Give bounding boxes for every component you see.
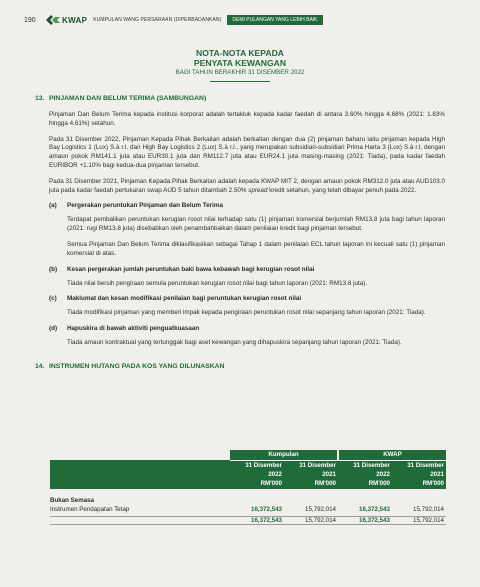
- debt-instruments-table: [50, 450, 446, 525]
- subsection-b-title: Kesan pergerakan jumlah peruntukan baki bawa kebawah bagi kerugian rosot nilai: [67, 265, 315, 273]
- page-header: [24, 13, 464, 27]
- subsection-a-letter: (a): [49, 202, 57, 210]
- title-divider: [210, 81, 270, 82]
- note-13-paragraph-1: Pinjaman Dan Belum Terima kepada institusi korporat adalah tertakluk kepada kadar faedah di antara 3.60% hingga 4.68% (2021: 1.83% hingga 4.61%) setahun.: [49, 111, 445, 127]
- cell-value: 16,372,543: [359, 506, 390, 513]
- subsection-d-paragraph: Tiada amaun kontraktual yang tertunggak bagi aset kewangan yang dihapuskira sepanjang tahun laporan (2021: Tiada).: [67, 339, 402, 347]
- cell-value: 15,792,014: [305, 506, 336, 513]
- subsection-c-letter: (c): [49, 295, 57, 303]
- note-14-heading: [35, 363, 445, 370]
- subsection-a-paragraph-2: Semua Pinjaman Dan Belum Terima diklasifikasikan sebagai Tahap 1 dalam penilaian ECL tahun laporan ini kecuali satu (1) pinjaman komersial di atas.: [67, 240, 445, 257]
- note-14-table-wrapper: [50, 450, 446, 525]
- note-13-title: PINJAMAN DAN BELUM TERIMA (SAMBUNGAN): [49, 95, 207, 102]
- subsection-b-letter: (b): [49, 265, 58, 273]
- p3-part-a: Pada 31 Disember 2021, Pinjaman Kepada Pihak Berkaitan adalah kepada KWAP MIT 2, dengan amaun pokok RM312.0 juta atau AUD103.0 juta pada kadar faedah pertukaran swap AUD 5 tahun ditambah 2.50%: [49, 177, 445, 194]
- subsection-a-heading: [35, 202, 445, 209]
- subsection-d-letter: (d): [49, 325, 58, 333]
- col-header-date: 31 Disember: [392, 460, 446, 470]
- kwap-logo-icon: [46, 15, 60, 25]
- col-header-unit: RM'000: [230, 479, 284, 489]
- col-header-year: 2022: [338, 470, 392, 479]
- table-total-row: [50, 516, 446, 524]
- subsection-a-title: Pergerakan peruntukan Pinjaman dan Belum Terima: [67, 202, 223, 210]
- note-13: [35, 95, 445, 370]
- subsection-c-title: Maklumat dan kesan modifikasi penilaian bagi peruntukan kerugian rosot nilai: [67, 295, 302, 303]
- col-header-unit: RM'000: [338, 479, 392, 489]
- total-value: 16,372,543: [251, 516, 282, 524]
- tagline-badge: DEMI PULANGAN YANG LEBIH BAIK: [227, 15, 322, 25]
- col-header-year: 2021: [392, 470, 446, 479]
- subsection-d-title: Hapuskira di bawah aktiviti penguatkuasaan: [67, 325, 200, 333]
- col-header-year: 2021: [284, 470, 338, 479]
- note-14-title: INSTRUMEN HUTANG PADA KOS YANG DILUNASKAN: [49, 362, 225, 370]
- page-title-line2: PENYATA KEWANGAN: [193, 58, 287, 68]
- organization-name: KUMPULAN WANG PERSARAAN (DIPERBADANKAN): [93, 17, 222, 23]
- col-header-date: 31 Disember: [230, 460, 284, 470]
- p3-italic: spread: [248, 186, 268, 194]
- col-header-year: 2022: [230, 470, 284, 479]
- col-header-date: 31 Disember: [338, 460, 392, 470]
- cell-value: 15,792,014: [413, 506, 444, 513]
- total-value: 15,792,014: [305, 516, 336, 524]
- col-header-unit: RM'000: [284, 479, 338, 489]
- page-title-line1: NOTA-NOTA KEPADA: [196, 48, 284, 58]
- logo-text: KWAP: [62, 15, 88, 25]
- cell-value: 16,372,543: [251, 506, 282, 513]
- kwap-logo: [46, 15, 87, 25]
- table-row: [50, 504, 446, 517]
- section-label-bukan-semasa: Bukan Semasa: [50, 496, 95, 504]
- row-label: Instrumen Pendapatan Tetap: [50, 505, 130, 513]
- page-subtitle: BAGI TAHUN BERAKHIR 31 DISEMBER 2022: [175, 69, 305, 76]
- note-13-heading: [35, 95, 445, 102]
- page-title-block: [0, 48, 480, 82]
- col-header-date: 31 Disember: [284, 460, 338, 470]
- total-value: 16,372,543: [359, 516, 390, 524]
- p3-part-b: kredit setahun, yang telah dibayar penuh pada 2022.: [267, 186, 417, 194]
- subsection-b-paragraph: Tiada nilai bersih pengiraan semula peruntukan kerugian rosot nilai bagi tahun laporan (2021: RM13.8 juta).: [67, 279, 368, 287]
- group-header-kwap: KWAP: [338, 450, 446, 460]
- note-13-paragraph-3: [49, 178, 445, 196]
- group-header-kumpulan: Kumpulan: [230, 450, 338, 460]
- note-13-paragraph-2: Pada 31 Disember 2022, Pinjaman Kepada Pihak Berkaitan adalah berkaitan dengan dua (2) pinjaman baharu iaitu pinjaman kepada High Bay Logistics 1 (Lux) S.à r.l. dan High Bay Logistics 2 (Lux) S.à r.l., yang merupakan subsidiari-subsidiari Prima Harta 3 (Lux) S.à r.l, dengan amaun pokok RM141.1 juta atau EUR30.1 juta dan RM112.7 juta atau EUR24.1 juta masing-masing (2021: Tiada), pada kadar faedah EURIBOR +1.10% bagi kedua-dua pinjaman tersebut.: [49, 135, 445, 169]
- col-header-unit: RM'000: [392, 479, 446, 489]
- subsection-c-paragraph: Tiada modifikasi pinjaman yang memberi impak kepada pengiraan peruntukan rosot nilai sepanjang tahun laporan (2021: Tiada).: [67, 309, 426, 317]
- note-14-number: 14.: [35, 362, 45, 370]
- subsection-d-heading: [35, 325, 445, 332]
- total-value: 15,792,014: [413, 516, 444, 524]
- page-number: 190: [24, 16, 36, 24]
- subsection-b-heading: [35, 266, 445, 273]
- subsection-a-paragraph-1: Terdapat pembalikan peruntukan kerugian rosot nilai terhadap satu (1) pinjaman komersial berjumlah RM13.8 juta bagi tahun laporan (2021: rugi RM13.8 juta) disebabkan oleh penambahbaikan dalam penilaian kredit bagi pinjaman tersebut.: [67, 216, 445, 233]
- note-13-number: 13.: [35, 95, 45, 102]
- subsection-c-heading: [35, 295, 445, 302]
